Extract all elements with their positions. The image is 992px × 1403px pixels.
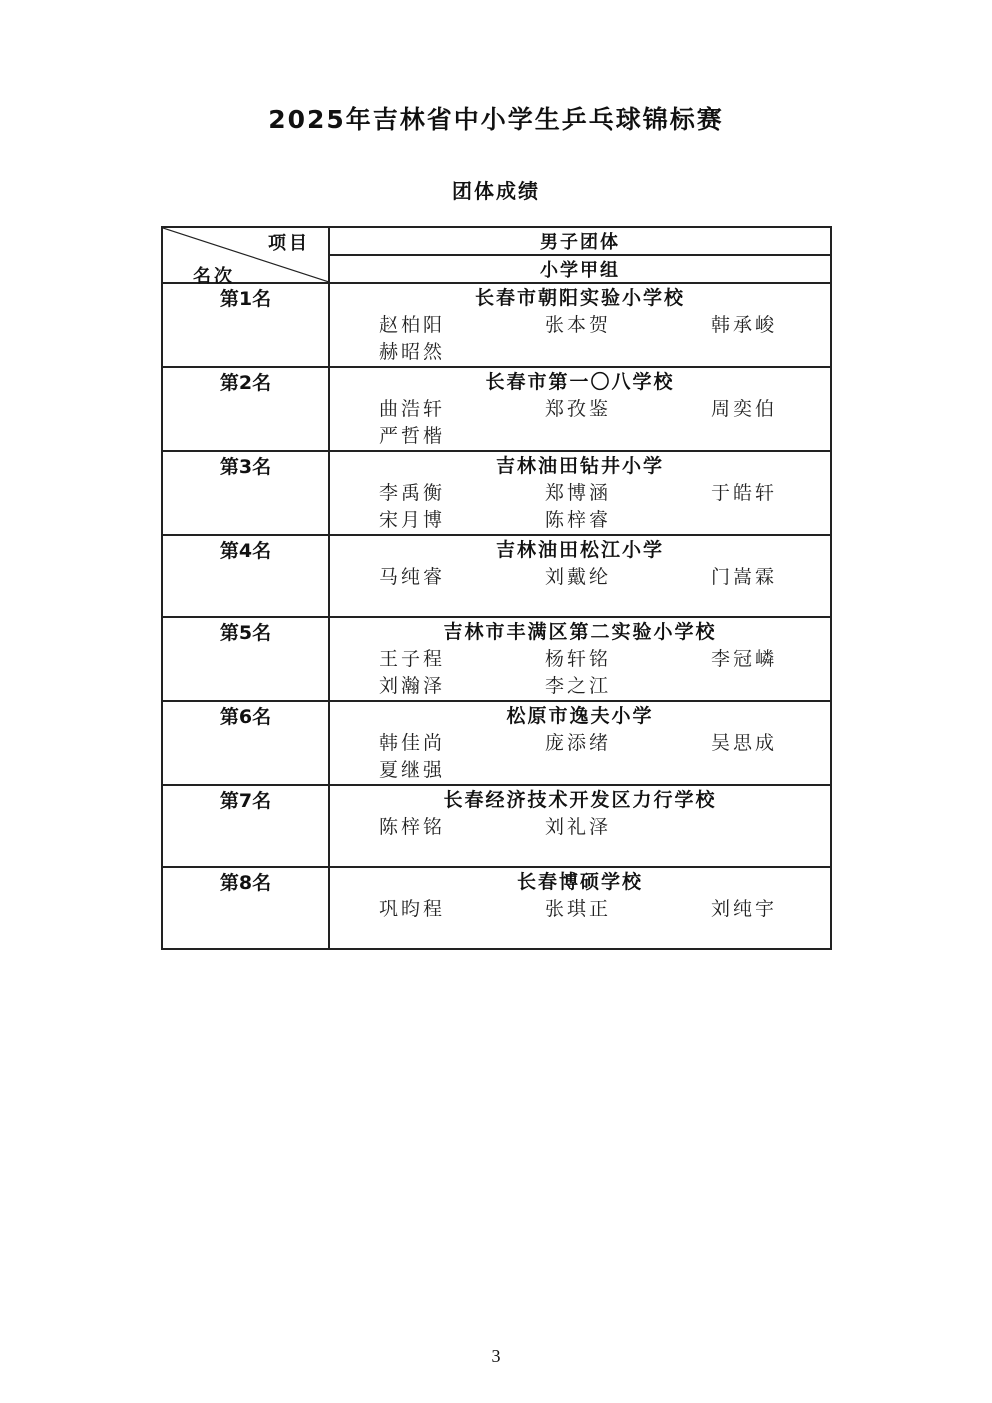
corner-label-event: 项目 — [268, 233, 310, 254]
corner-label-rank: 名次 — [193, 266, 235, 287]
player-name: 李禹衡 — [379, 482, 446, 504]
player-name: 夏继强 — [379, 759, 446, 781]
player-name: 门嵩霖 — [711, 566, 778, 588]
player-list — [330, 896, 830, 923]
player-name: 杨轩铭 — [545, 648, 612, 670]
player-name: 韩佳尚 — [379, 732, 446, 754]
rank-cell: 第5名 — [162, 617, 329, 701]
school-name: 长春博硕学校 — [516, 871, 643, 893]
result-row — [162, 535, 831, 617]
school-name: 长春经济技术开发区力行学校 — [443, 789, 717, 811]
result-row — [162, 367, 831, 451]
player-name: 赵柏阳 — [379, 314, 446, 336]
rank-cell: 第2名 — [162, 367, 329, 451]
result-row — [162, 701, 831, 785]
player-name: 李之江 — [545, 675, 612, 697]
player-list — [330, 564, 830, 591]
player-name: 刘戴纶 — [545, 566, 612, 588]
result-row — [162, 283, 831, 367]
player-name: 赫昭然 — [379, 341, 446, 363]
team-cell — [329, 701, 831, 785]
team-cell — [329, 785, 831, 867]
player-name: 吴思成 — [711, 732, 778, 754]
player-name: 于皓轩 — [711, 482, 778, 504]
player-name: 刘瀚泽 — [379, 675, 446, 697]
player-name: 陈梓铭 — [379, 816, 446, 838]
player-list — [330, 646, 830, 700]
rank-cell: 第8名 — [162, 867, 329, 949]
player-name: 张本贺 — [545, 314, 612, 336]
rank-cell: 第1名 — [162, 283, 329, 367]
player-list — [330, 480, 830, 534]
player-name: 庞添绪 — [545, 732, 612, 754]
player-name: 韩承峻 — [711, 314, 778, 336]
result-row — [162, 867, 831, 949]
team-cell — [329, 283, 831, 367]
player-name: 巩昀程 — [379, 898, 446, 920]
school-name: 吉林油田松江小学 — [495, 539, 664, 561]
page-number: 3 — [491, 1346, 501, 1366]
rank-cell: 第6名 — [162, 701, 329, 785]
team-cell — [329, 617, 831, 701]
school-name: 长春市第一〇八学校 — [485, 371, 675, 393]
document-subtitle: 团体成绩 — [452, 179, 540, 203]
player-name: 李冠嶙 — [711, 648, 778, 670]
result-row — [162, 451, 831, 535]
team-cell — [329, 867, 831, 949]
player-name: 张琪正 — [545, 898, 612, 920]
player-name: 郑孜鉴 — [545, 398, 612, 420]
document-title: 2025年吉林省中小学生乒乓球锦标赛 — [268, 105, 724, 134]
rank-cell: 第3名 — [162, 451, 329, 535]
school-name: 松原市逸夫小学 — [506, 705, 654, 727]
player-name: 周奕伯 — [711, 398, 778, 420]
team-cell — [329, 451, 831, 535]
rank-cell: 第7名 — [162, 785, 329, 867]
header-corner-cell — [162, 227, 329, 287]
player-list — [330, 312, 830, 366]
player-list — [330, 396, 830, 450]
player-name: 郑博涵 — [545, 482, 612, 504]
player-name: 刘纯宇 — [711, 898, 778, 920]
result-row — [162, 617, 831, 701]
event-header: 男子团体 — [329, 227, 831, 255]
player-name: 王子程 — [379, 648, 446, 670]
rank-cell: 第4名 — [162, 535, 329, 617]
player-name: 陈梓睿 — [545, 509, 612, 531]
player-name: 严哲楷 — [379, 425, 446, 447]
player-name: 宋月博 — [379, 509, 446, 531]
player-name: 曲浩轩 — [379, 398, 446, 420]
player-name: 马纯睿 — [379, 566, 446, 588]
player-name: 刘礼泽 — [545, 816, 612, 838]
school-name: 吉林市丰满区第二实验小学校 — [443, 621, 717, 643]
team-cell — [329, 367, 831, 451]
header-row-event — [162, 227, 831, 255]
result-row — [162, 785, 831, 867]
results-table — [161, 226, 832, 950]
player-list — [330, 730, 830, 784]
school-name: 吉林油田钻井小学 — [495, 455, 664, 477]
team-cell — [329, 535, 831, 617]
player-list — [330, 814, 830, 841]
group-header: 小学甲组 — [329, 255, 831, 283]
school-name: 长春市朝阳实验小学校 — [474, 287, 685, 309]
